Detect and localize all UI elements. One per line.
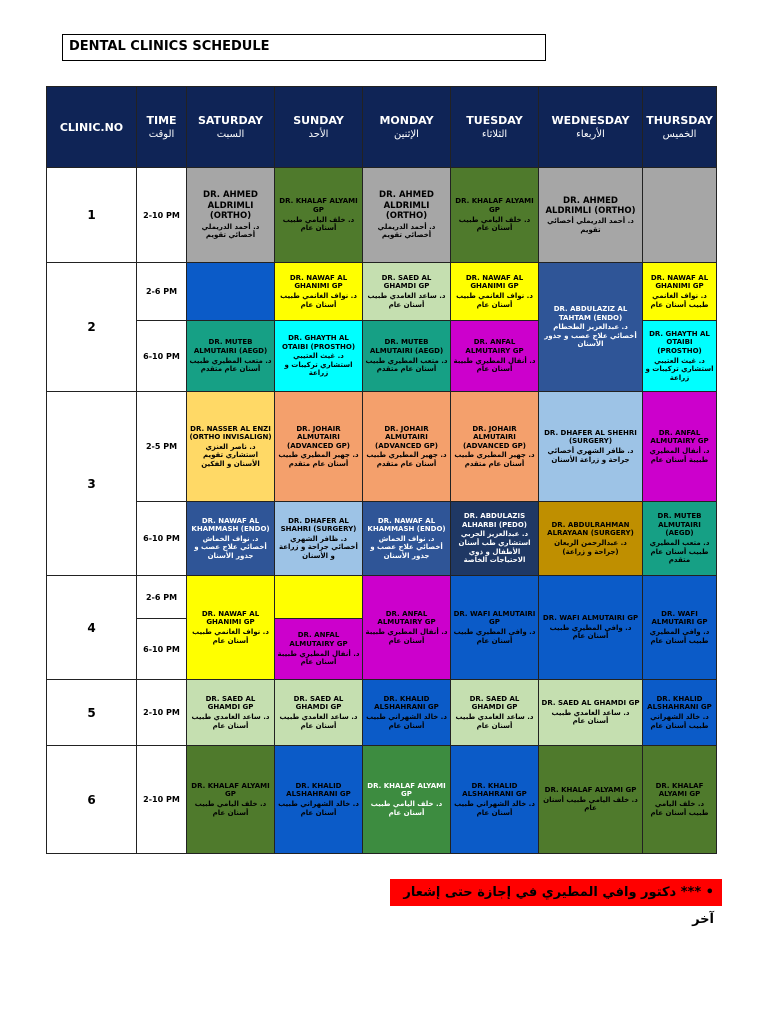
doctor-name-ar: د. عبدالعزيز الحربي استشاري طب أسنان الأطفال و ذوي الاحتياجات الخاصة: [458, 530, 531, 565]
schedule-cell: [539, 680, 643, 746]
table-row: [47, 392, 717, 502]
doctor-name-ar: د. وافي المطيري طبيب أسنان عام: [549, 623, 632, 641]
clinic-number: 1: [47, 168, 137, 263]
schedule-cell: [643, 502, 717, 576]
doctor-name-en: DR. NAWAF AL KHAMMASH (ENDO): [367, 516, 446, 534]
doctor-name-en: DR. DHAFER AL SHEHRI (SURGERY): [544, 428, 637, 446]
header-row: [47, 87, 717, 168]
time-slot: 2-10 PM: [137, 746, 187, 854]
doctor-name-ar: د. خلف اليامي طبيب أسنان عام: [543, 795, 638, 813]
schedule-cell: [643, 576, 717, 680]
doctor-name-en: DR. ANFAL ALMUTAIRY GP: [465, 338, 524, 355]
schedule-cell: [275, 263, 363, 321]
doctor-name-en: DR. ABDULRAHMAN ALRAYAAN (SURGERY): [547, 520, 634, 538]
doctor-name-en: DR. NAWAF AL GHANIMI GP: [289, 273, 348, 291]
doctor-name-en: DR. DHAFER AL SHAHRI (SURGERY): [280, 516, 357, 534]
doctor-name-ar: د. وافي المطيري طبيب أسنان عام: [649, 628, 710, 645]
doctor-name-ar: د. أنفال المطيري طبيبة أسنان عام: [453, 356, 536, 374]
doctor-name-en: DR. KHALID ALSHAHRANI GP: [374, 694, 439, 712]
table-row: [47, 680, 717, 746]
schedule-cell: [643, 321, 717, 392]
doctor-name-en: DR. NASSER AL ENZI (ORTHO INVISALIGN): [189, 424, 272, 442]
doctor-name-en: DR. AHMED ALDRIMLI (ORTHO): [545, 195, 636, 216]
schedule-cell: [451, 168, 539, 263]
doctor-name-en: DR. JOHAIR ALMUTAIRI (ADVANCED GP): [287, 424, 350, 450]
schedule-cell: [187, 263, 275, 321]
time-slot: 2-10 PM: [137, 680, 187, 746]
schedule-cell: [643, 392, 717, 502]
schedule-cell: [187, 576, 275, 680]
doctor-name-ar: د. وافي المطيري طبيب أسنان عام: [453, 628, 536, 645]
day-ar: الأربعاء: [576, 129, 605, 140]
doctor-name-ar: د. خلف اليامي طبيب أسنان عام: [194, 800, 267, 817]
doctor-name-en: DR. GHAYTH AL OTAIBI (PROSTHO): [649, 329, 710, 355]
doctor-name-en: DR. WAFI ALMUTAIRI GP: [542, 614, 639, 623]
doctor-name-ar: د. خلف اليامي طبيب أسنان عام: [282, 215, 355, 233]
time-slot: 6-10 PM: [137, 321, 187, 392]
schedule-table: [46, 86, 717, 854]
schedule-cell: [451, 263, 539, 321]
doctor-name-ar: د. خالد الشهراني طبيب أسنان عام: [650, 713, 709, 730]
schedule-cell: [363, 746, 451, 854]
doctor-name-ar: د. جهير المطيري طبيب أسنان عام متقدم: [454, 451, 535, 468]
schedule-cell: [187, 680, 275, 746]
schedule-cell: [539, 392, 643, 502]
doctor-name-ar: د. خلف اليامي طبيب أسنان عام: [370, 800, 443, 817]
doctor-name-ar: د. أحمد الدريملي أخصائي تقويم: [547, 217, 634, 234]
table-row: [47, 746, 717, 854]
day-ar: الثلاثاء: [481, 129, 508, 140]
doctor-name-ar: د. نواف الغانمي طبيب أسنان عام: [456, 292, 533, 309]
doctor-name-en: DR. AHMED ALDRIMLI (ORTHO): [379, 190, 434, 222]
doctor-name-ar: د. ساعد الغامدي طبيب أسنان عام: [551, 708, 630, 726]
doctor-name-en: DR. NAWAF AL GHANIMI GP: [201, 609, 260, 627]
clinic-number: 3: [47, 392, 137, 576]
doctor-name-ar: د. أنفال المطيري طبيبة أسنان عام: [649, 447, 710, 464]
schedule-cell: [451, 746, 539, 854]
time-slot: 2-5 PM: [137, 392, 187, 502]
schedule-cell: [275, 746, 363, 854]
schedule-cell: [451, 502, 539, 576]
doctor-name-en: DR. KHALAF ALYAMI GP: [455, 197, 534, 214]
header-day-monday: [363, 87, 451, 168]
doctor-name-en: DR. SAED AL GHAMDI GP: [205, 694, 256, 712]
schedule-cell: [363, 263, 451, 321]
schedule-cell: [187, 746, 275, 854]
schedule-cell: [539, 502, 643, 576]
doctor-name-en: DR. SAED AL GHAMDI GP: [293, 694, 344, 712]
table-row: [47, 168, 717, 263]
doctor-name-ar: د. غيث العتيبي استشاري تركيبات و زراعة: [645, 356, 714, 382]
day-en: THURSDAY: [646, 114, 713, 127]
schedule-cell: [539, 746, 643, 854]
doctor-name-ar: د. خلف اليامي طبيب أسنان عام: [650, 800, 709, 817]
time-slot: 2-6 PM: [137, 263, 187, 321]
doctor-name-ar: د. عبدالرحمن الريعان (جراحة و زراعة): [554, 539, 627, 556]
doctor-name-ar: د. أحمد الدريملي أخصائي تقويم: [377, 222, 436, 240]
doctor-name-en: DR. KHALID ALSHAHRANI GP: [286, 781, 351, 799]
schedule-cell: [451, 576, 539, 680]
doctor-name-ar: د. خلف اليامي طبيب أسنان عام: [458, 215, 531, 233]
leave-notice: • *** دكتور وافي المطيري في إجازة حتى إشعار آخر: [390, 879, 722, 906]
doctor-name-en: DR. KHALID ALSHAHRANI GP: [647, 694, 712, 712]
schedule-cell: [451, 321, 539, 392]
doctor-name-en: DR. SAED AL GHAMDI GP: [469, 694, 520, 712]
doctor-name-en: DR. AHMED ALDRIMLI (ORTHO): [203, 190, 258, 222]
doctor-name-en: DR. KHALAF ALYAMI GP: [279, 197, 358, 214]
header-day-thursday: [643, 87, 717, 168]
doctor-name-ar: د. متعب المطيري طبيب أسنان عام متقدم: [649, 539, 710, 565]
doctor-name-en: DR. ABDULAZIS ALHARBI (PEDO): [462, 512, 527, 529]
table-row: [47, 502, 717, 576]
schedule-cell: [187, 392, 275, 502]
schedule-cell: [643, 263, 717, 321]
doctor-name-ar: د. خالد الشهراني طبيب أسنان عام: [278, 800, 359, 817]
doctor-name-en: DR. KHALAF ALYAMI GP: [367, 781, 446, 799]
doctor-name-ar: د. نواف الخماش أخصائي علاج عصب و جذور الأسنان: [194, 534, 267, 560]
schedule-title: DENTAL CLINICS SCHEDULE: [62, 34, 546, 61]
clinic-number: 4: [47, 576, 137, 680]
doctor-name-en: DR. ABDULAZIZ AL TAHTAM (ENDO): [553, 305, 628, 322]
doctor-name-en: DR. SAED AL GHAMDI GP: [381, 273, 432, 291]
day-en: TUESDAY: [466, 114, 523, 127]
time-slot: 2-6 PM: [137, 576, 187, 619]
header-day-sunday: [275, 87, 363, 168]
schedule-cell: [451, 392, 539, 502]
schedule-cell: [187, 321, 275, 392]
doctor-name-ar: د. نواف الغانمي طبيب أسنان عام: [192, 628, 269, 645]
doctor-name-en: DR. ANFAL ALMUTAIRY GP: [289, 631, 348, 648]
doctor-name-ar: د. خالد الشهراني طبيب أسنان عام: [366, 713, 447, 730]
doctor-name-en: DR. KHALAF ALYAMI GP: [655, 781, 704, 799]
schedule-cell: [187, 168, 275, 263]
doctor-name-en: DR. NAWAF AL GHANIMI GP: [465, 273, 524, 291]
doctor-name-en: DR. KHALAF ALYAMI GP: [544, 786, 637, 795]
doctor-name-en: DR. JOHAIR ALMUTAIRI (ADVANCED GP): [463, 424, 526, 450]
doctor-name-en: DR. GHAYTH AL OTAIBI (PROSTHO): [281, 334, 356, 351]
schedule-cell: [363, 168, 451, 263]
day-ar: الأحد: [308, 129, 329, 140]
schedule-cell: [539, 168, 643, 263]
schedule-cell: [363, 392, 451, 502]
day-ar: الخميس: [662, 129, 697, 140]
doctor-name-ar: د. خالد الشهراني طبيب أسنان عام: [454, 800, 535, 817]
doctor-name-en: DR. NAWAF AL KHAMMASH (ENDO): [191, 516, 270, 534]
header-time: [137, 87, 187, 168]
doctor-name-ar: د. غيث العتيبي استشاري تركيبات و زراعة: [284, 352, 353, 378]
doctor-name-ar: د. جهير المطيري طبيب أسنان عام متقدم: [366, 451, 447, 468]
header-time-en: TIME: [146, 114, 177, 127]
doctor-name-ar: د. ظافر الشهري أخصائي جراحة و زراعة الأسنان: [547, 447, 634, 464]
doctor-name-en: DR. ANFAL ALMUTAIRY GP: [650, 428, 709, 446]
schedule-cell: [275, 392, 363, 502]
clinic-number: 2: [47, 263, 137, 392]
doctor-name-en: DR. MUTEB ALMUTAIRI (AEGD): [369, 338, 444, 355]
day-en: MONDAY: [379, 114, 434, 127]
doctor-name-en: DR. WAFI ALMUTAIRI GP: [651, 609, 708, 627]
header-day-wednesday: [539, 87, 643, 168]
schedule-cell: [275, 619, 363, 680]
doctor-name-ar: د. ساعد الغامدي طبيب أسنان عام: [455, 713, 534, 730]
table-row: [47, 263, 717, 321]
header-clinic-no-label: CLINIC.NO: [59, 120, 124, 134]
day-en: WEDNESDAY: [551, 114, 630, 127]
schedule-cell: [539, 263, 643, 392]
schedule-cell: [275, 680, 363, 746]
doctor-name-en: DR. KHALID ALSHAHRANI GP: [462, 781, 527, 799]
doctor-name-ar: د. ظافر الشهري أخصائي جراحة و زراعة و الأسنان: [279, 534, 358, 560]
doctor-name-ar: د. أنفال المطيري طبيبة أسنان عام: [365, 628, 448, 645]
doctor-name-ar: د. متعب المطيري طبيب أسنان عام متقدم: [365, 356, 448, 374]
doctor-name-ar: د. عبدالعزيز الطحطام أخصائي علاج عصب و جذور الأسنان: [544, 323, 637, 349]
schedule-cell: [275, 321, 363, 392]
header-day-saturday: [187, 87, 275, 168]
clinic-number: 6: [47, 746, 137, 854]
schedule-cell: [363, 680, 451, 746]
doctor-name-ar: د. ساعد الغامدي طبيب أسنان عام: [191, 713, 270, 730]
time-slot: 6-10 PM: [137, 502, 187, 576]
schedule-cell: [451, 680, 539, 746]
doctor-name-ar: د. نواف الغانمي طبيب أسنان عام: [280, 292, 357, 309]
schedule-cell: [363, 502, 451, 576]
doctor-name-en: DR. ANFAL ALMUTAIRY GP: [377, 609, 436, 627]
header-time-ar: الوقت: [148, 129, 175, 140]
doctor-name-en: DR. SAED AL GHAMDI GP: [541, 699, 640, 708]
time-slot: 2-10 PM: [137, 168, 187, 263]
doctor-name-en: DR. JOHAIR ALMUTAIRI (ADVANCED GP): [375, 424, 438, 450]
day-en: SUNDAY: [293, 114, 344, 127]
doctor-name-ar: د. نواف الخماش أخصائي علاج عصب و جذور الأسنان: [370, 534, 443, 560]
schedule-cell: [539, 576, 643, 680]
doctor-name-en: DR. NAWAF AL GHANIMI GP: [650, 273, 709, 291]
schedule-cell: [363, 321, 451, 392]
day-ar: الإثنين: [394, 129, 419, 140]
doctor-name-ar: د. أنفال المطيري طبيبة أسنان عام: [277, 649, 360, 667]
header-clinic-no: [47, 87, 137, 168]
doctor-name-en: DR. MUTEB ALMUTAIRI (AEGD): [193, 338, 268, 355]
doctor-name-ar: د. جهير المطيري طبيب أسنان عام متقدم: [278, 451, 359, 468]
day-ar: السبت: [216, 129, 245, 140]
doctor-name-ar: د. ناصر العنزي استشاري تقويم الأسنان و الفكين: [201, 442, 260, 468]
doctor-name-ar: د. ساعد الغامدي طبيب أسنان عام: [279, 713, 358, 730]
doctor-name-en: DR. MUTEB ALMUTAIRI (AEGD): [657, 512, 702, 538]
clinic-number: 5: [47, 680, 137, 746]
schedule-cell: [643, 680, 717, 746]
doctor-name-en: DR. WAFI ALMUTAIRI GP: [453, 609, 536, 627]
doctor-name-ar: د. نواف الغانمي طبيب أسنان عام: [650, 292, 709, 309]
table-row: [47, 576, 717, 619]
schedule-cell: [643, 168, 717, 263]
doctor-name-ar: د. ساعد الغامدي طبيب أسنان عام: [367, 292, 446, 309]
doctor-name-ar: د. أحمد الدريملي أخصائي تقويم: [201, 222, 260, 240]
schedule-cell: [275, 576, 363, 619]
schedule-cell: [363, 576, 451, 680]
schedule-cell: [187, 502, 275, 576]
schedule-cell: [643, 746, 717, 854]
doctor-name-en: DR. KHALAF ALYAMI GP: [191, 781, 270, 799]
header-day-tuesday: [451, 87, 539, 168]
schedule-cell: [275, 502, 363, 576]
time-slot: 6-10 PM: [137, 619, 187, 680]
day-en: SATURDAY: [197, 114, 264, 127]
doctor-name-ar: د. متعب المطيري طبيب أسنان عام متقدم: [189, 356, 272, 374]
schedule-cell: [275, 168, 363, 263]
